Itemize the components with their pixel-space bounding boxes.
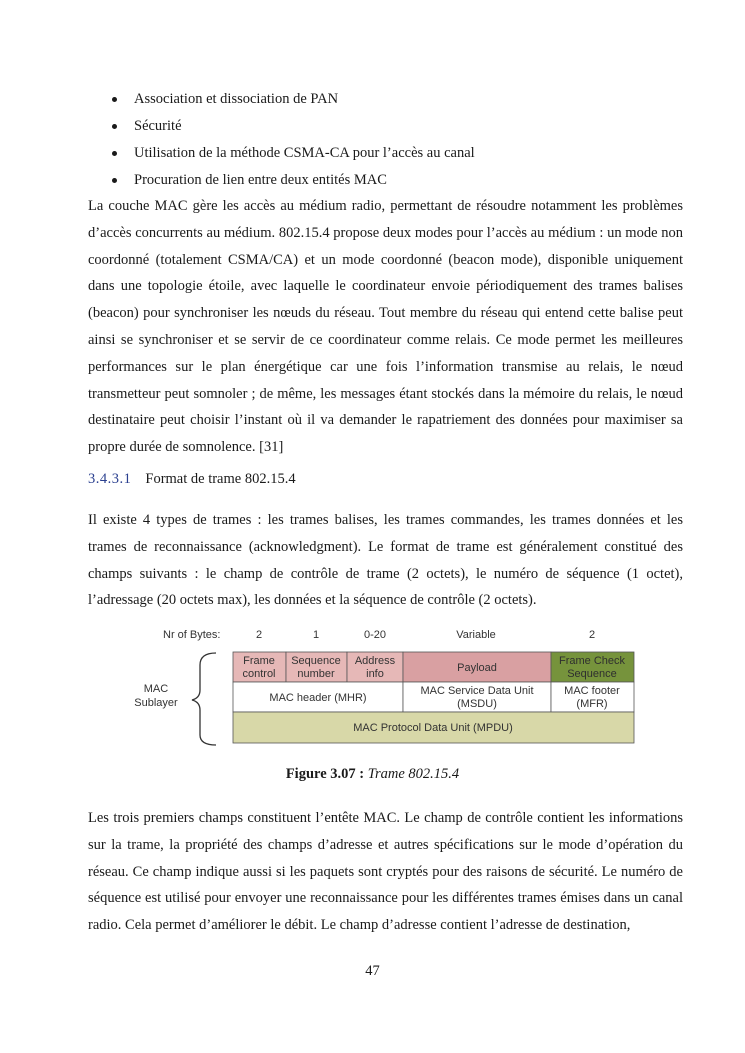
bullet-text: Utilisation de la méthode CSMA-CA pour l’accès au canal: [134, 145, 475, 161]
address-info-line2: info: [366, 668, 384, 680]
frame-format-figure: [130, 625, 650, 750]
bytes-fcs: 2: [588, 629, 596, 641]
paragraph-mac-access: La couche MAC gère les accès au médium radio, permettant de résoudre notamment les problèmes d’accès concurrents au médium. 802.15.4 propose deux modes pour l’accès au médium : un mode non coordonné (totalement CSMA/CA) et un mode coordonné (beacon mode), disponible uniquement dans une topologie étoile, avec laquelle le coordinateur envoie périodiquement des trames balises (beacon) pour synchroniser les nœuds du réseau. Tout membre du réseau qui entend cette balise peut ainsi se synchroniser et se servir de ce coordinateur comme relais. Ce mode permet les meilleures performances sur le plan énergétique car une fois l’information transmise au relais, le nœud transmetteur peut somnoler ; de même, les messages étant stockés dans la mémoire du relais, le nœud destinataire peut choisir l’instant où il va demander le rapatriement des données pour maximiser sa propre durée de somnolence. [31]: [88, 198, 683, 456]
bytes-frame-control: 2: [255, 629, 263, 641]
caption-title: Trame 802.15.4: [367, 766, 460, 782]
mfr-line2: (MFR): [576, 698, 608, 710]
sublayer-brace: [192, 653, 216, 745]
section-number: 3.4.3.1: [88, 471, 132, 487]
bullet-dot-icon: [112, 124, 117, 129]
caption-label: Figure 3.07 :: [285, 766, 365, 782]
bytes-address-info: 0-20: [363, 629, 387, 641]
paragraph-frame-types: Il existe 4 types de trames : les trames balises, les trames commandes, les trames données et les trames de reconnaissance (acknowledgment). Le format de trame est généralement constitué des champs suivants : le champ de contrôle de trame (2 octets), le numéro de séquence (1 octet), l’adressage (20 octets max), les données et la séquence de contrôle (2 octets).: [88, 512, 683, 609]
section-heading: [88, 469, 296, 489]
bullet-dot-icon: [112, 97, 117, 102]
paragraph-mac-header: Les trois premiers champs constituent l’entête MAC. Le champ de contrôle contient les informations sur la trame, la propriété des champs d’adresse et autres spécifications sur le mode d’opération du réseau. Ce champ indique aussi si les paquets sont cryptés pour des raisons de sécurité. Le numéro de séquence est utilisé pour envoyer une reconnaissance pour les différentes trames émises dans un canal radio. Cela permet d’améliorer le débit. Le champ d’adresse contient l’adresse de destination,: [88, 810, 683, 934]
payload-label: Payload: [457, 662, 497, 674]
sublayer-label-line2: Sublayer: [134, 697, 178, 709]
sequence-number-line2: number: [297, 668, 335, 680]
nr-bytes-label: Nr of Bytes:: [163, 629, 221, 641]
bullet-item: [112, 143, 672, 170]
bullet-item: [112, 89, 672, 116]
frame-control-line1: Frame: [243, 655, 275, 667]
feature-bullet-list: [112, 89, 672, 197]
bullet-text: Procuration de lien entre deux entités MAC: [134, 172, 387, 188]
frame-control-line2: control: [242, 668, 276, 680]
mpdu-label: MAC Protocol Data Unit (MPDU): [353, 722, 513, 734]
bytes-payload: Variable: [456, 629, 496, 641]
mhr-label: MAC header (MHR): [269, 692, 367, 704]
fcs-line2: Sequence: [567, 668, 617, 680]
fcs-line1: Frame Check: [558, 655, 626, 667]
section-title: Format de trame 802.15.4: [145, 471, 296, 487]
bullet-item: [112, 116, 672, 143]
msdu-line2: (MSDU): [457, 698, 497, 710]
page-number: 47: [365, 963, 380, 979]
frame-format-diagram: [130, 625, 650, 750]
bullet-text: Sécurité: [134, 118, 182, 134]
bullet-dot-icon: [112, 178, 117, 183]
msdu-line1: MAC Service Data Unit: [420, 685, 534, 697]
bullet-dot-icon: [112, 151, 117, 156]
bytes-sequence-number: 1: [312, 629, 320, 641]
figure-caption: [0, 764, 745, 784]
address-info-line1: Address: [354, 655, 396, 667]
sublayer-label-line1: MAC: [143, 683, 169, 695]
bullet-text: Association et dissociation de PAN: [134, 91, 339, 107]
sequence-number-line1: Sequence: [291, 655, 341, 667]
mfr-line1: MAC footer: [564, 685, 620, 697]
